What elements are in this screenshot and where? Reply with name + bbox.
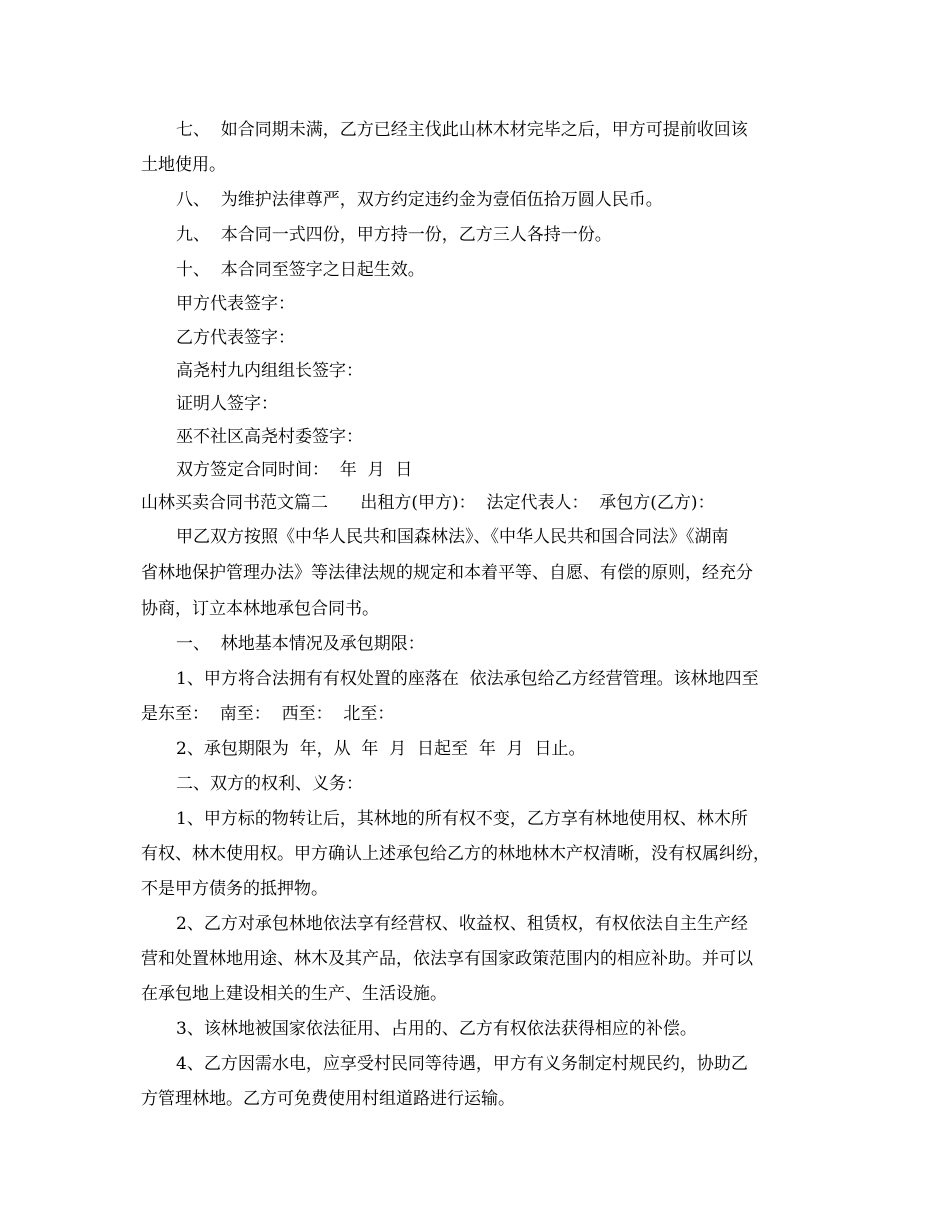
section-heading: 山林买卖合同书范文篇二 出租方(甲方)： 法定代表人： 承包方(乙方)： bbox=[141, 493, 715, 513]
signature-label: 证明人签字： bbox=[176, 394, 278, 414]
text-line: 协商，订立本林地承包合同书。 bbox=[141, 599, 379, 619]
text-line: 是东至： 南至： 西至： 北至： bbox=[141, 704, 395, 724]
text-line: 2、承包期限为 年，从 年 月 日起至 年 月 日止。 bbox=[176, 739, 586, 759]
text-line: 方管理林地。乙方可免费使用村组道路进行运输。 bbox=[141, 1089, 515, 1109]
text-line: 在承包地上建设相关的生产、生活设施。 bbox=[141, 984, 447, 1004]
signature-label: 巫不社区高尧村委签字： bbox=[176, 427, 363, 447]
text-line: 八、 为维护法律尊严，双方约定违约金为壹佰伍拾万圆人民币。 bbox=[176, 190, 663, 210]
text-line: 省林地保护管理办法》等法律法规的规定和本着平等、自愿、有偿的原则，经充分 bbox=[141, 563, 753, 583]
text-line: 1、甲方标的物转让后，其林地的所有权不变，乙方享有林地使用权、林木所 bbox=[176, 809, 748, 829]
signature-label: 高尧村九内组组长签字： bbox=[176, 361, 363, 381]
text-line: 七、 如合同期未满，乙方已经主伐此山林木材完毕之后，甲方可提前收回该 bbox=[176, 120, 748, 140]
text-line: 土地使用。 bbox=[141, 155, 226, 175]
text-line: 4、乙方因需水电，应享受村民同等待遇，甲方有义务制定村规民约，协助乙 bbox=[176, 1054, 748, 1074]
text-line: 不是甲方债务的抵押物。 bbox=[141, 879, 328, 899]
text-line: 营和处置林地用途、林木及其产品，依法享有国家政策范围内的相应补助。并可以 bbox=[141, 949, 753, 969]
contract-date-line: 双方签定合同时间： 年 月 日 bbox=[176, 460, 413, 480]
text-line: 3、该林地被国家依法征用、占用的、乙方有权依法获得相应的补偿。 bbox=[176, 1019, 697, 1039]
text-line: 2、乙方对承包林地依法享有经营权、收益权、租赁权，有权依法自主生产经 bbox=[176, 914, 748, 934]
text-line: 甲乙双方按照《中华人民共和国森林法》、《中华人民共和国合同法》《湖南 bbox=[176, 527, 729, 547]
text-line: 1、甲方将合法拥有有权处置的座落在 依法承包给乙方经营管理。该林地四至 bbox=[176, 669, 759, 689]
text-line: 一、 林地基本情况及承包期限： bbox=[176, 634, 425, 654]
text-line: 九、 本合同一式四份，甲方持一份，乙方三人各持一份。 bbox=[176, 225, 612, 245]
signature-label: 甲方代表签字： bbox=[176, 294, 295, 314]
signature-label: 乙方代表签字： bbox=[176, 328, 295, 348]
text-line: 十、 本合同至签字之日起生效。 bbox=[176, 260, 425, 280]
text-line: 二、双方的权利、义务： bbox=[176, 774, 363, 794]
text-line: 有权、林木使用权。甲方确认上述承包给乙方的林地林木产权清晰，没有权属纠纷， bbox=[141, 844, 770, 864]
